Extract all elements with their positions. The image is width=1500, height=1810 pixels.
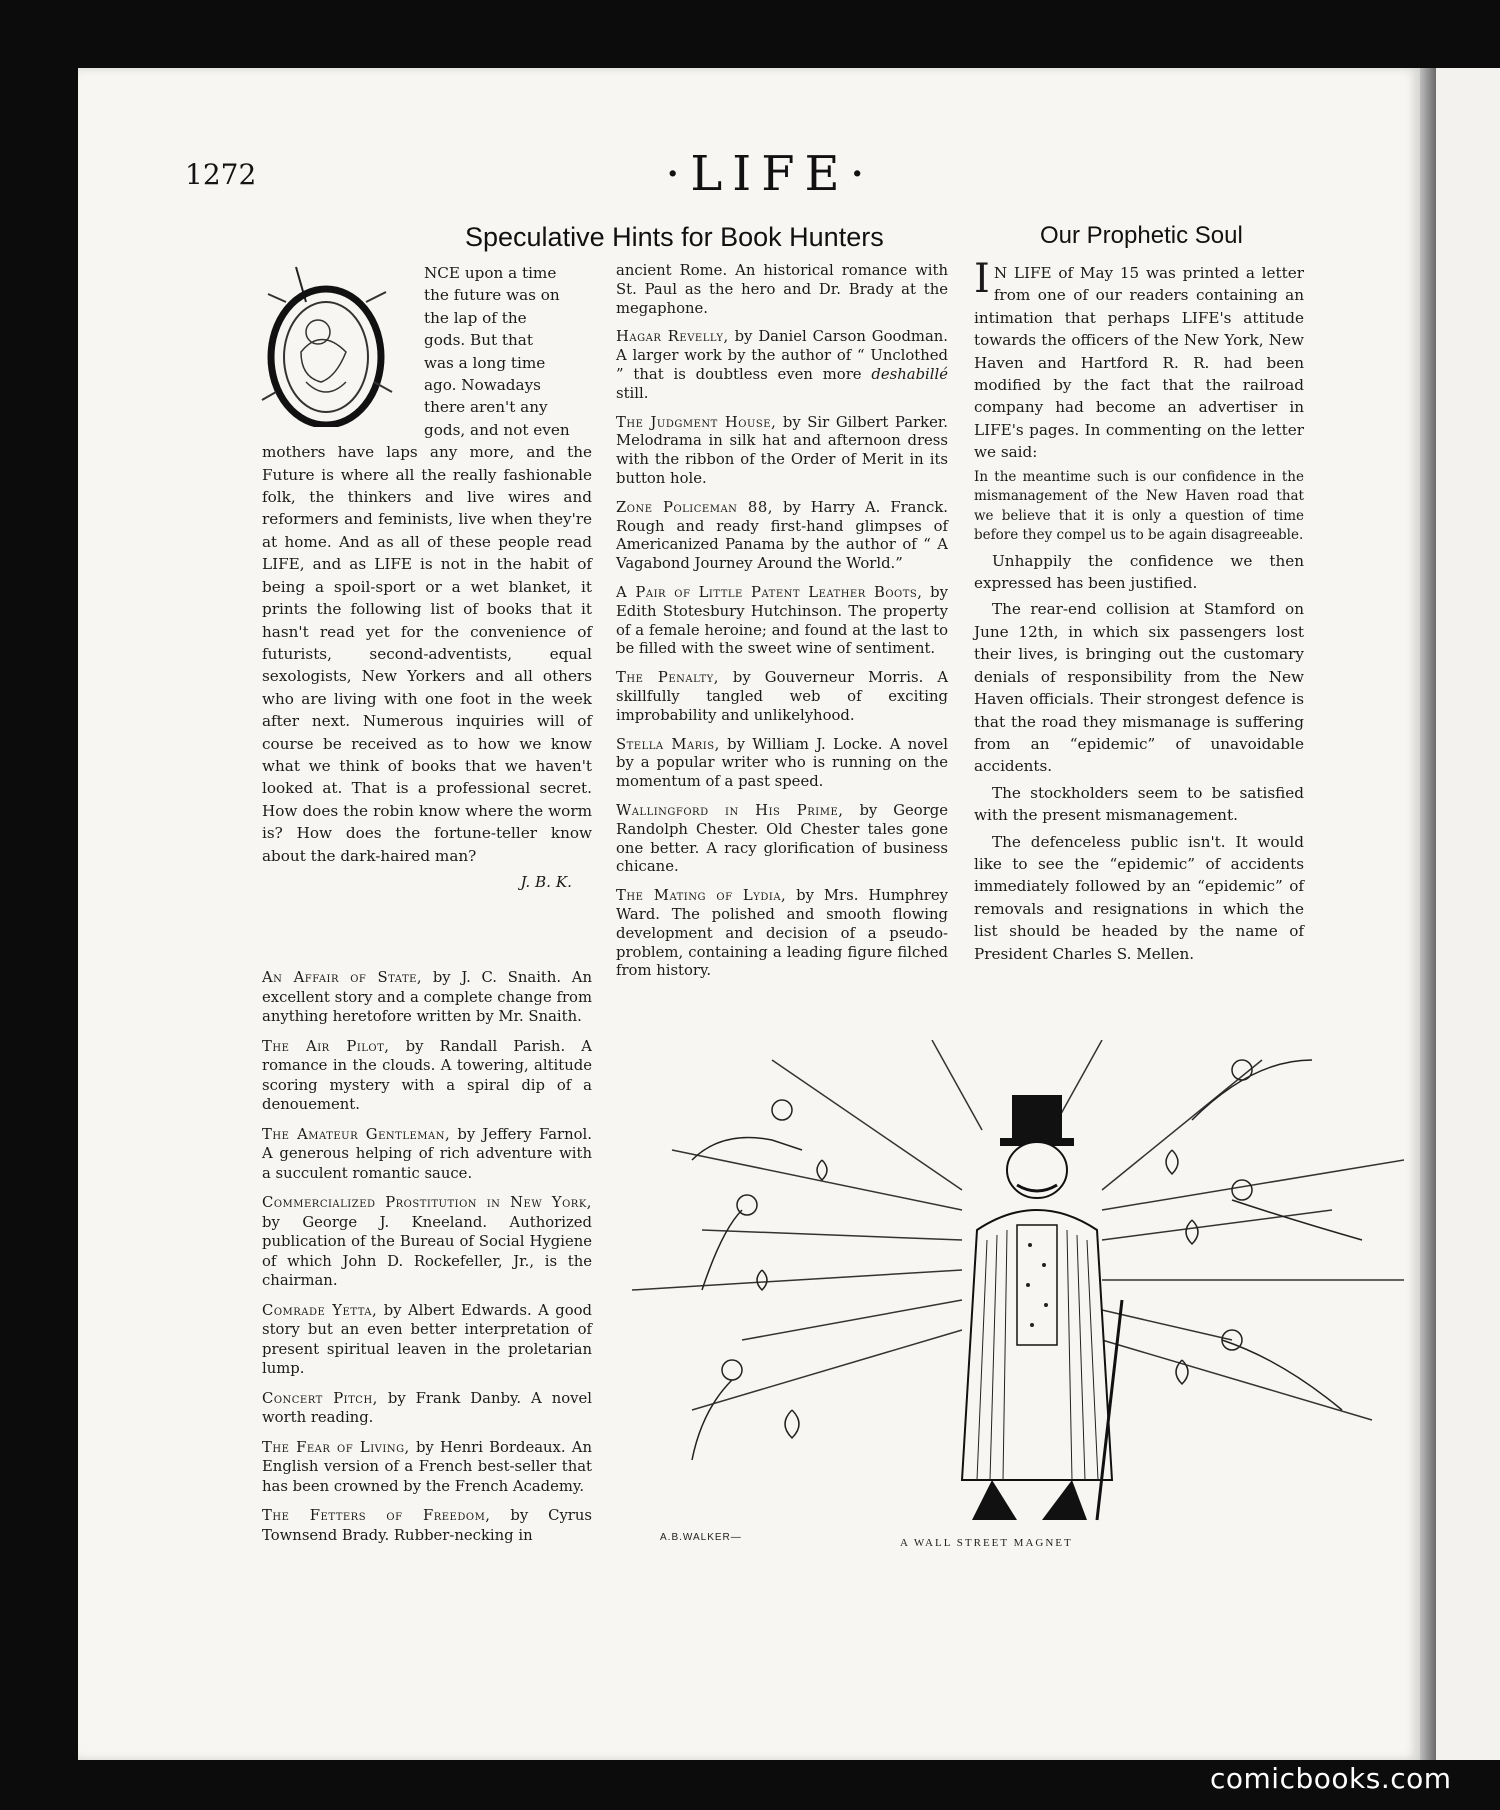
list-item: A Pair of Little Patent Leather Boots, by Edith Stotesbury Hutchinson. The property of a female heroine; and found at the last to be filled with the sweet wine of sentiment. bbox=[616, 583, 948, 658]
site-watermark: comicbooks.com bbox=[1210, 1762, 1452, 1795]
list-item: The Mating of Lydia, by Mrs. Humphrey Ward. The polished and smooth flowing development and decision of a pseudo-problem, containing a leading figure filched from history. bbox=[616, 887, 948, 980]
intro-paragraph: mothers have laps any more, and the Future is where all the really fashionable folk, the thinkers and live wires and reformers and feminists, live when they're at home. And as all of these people read LIFE, and as LIFE is not in the habit of being a spoil-sport or a wet blanket, it prints the following list of books that it hasn't read yet for the convenience of futurists, second-adventists, equal sexologists, New Yorkers and all others who are living with one foot in the week after next. Numerous inquiries will of course be received as to how we know what we think of books that we haven't looked at. That is a professional secret. How does the robin know where the worm is? How does the fortune-teller know about the dark-haired man? bbox=[262, 443, 592, 865]
list-item: The Fetters of Freedom, by Cyrus Townsend Brady. Rubber-necking in bbox=[262, 1507, 592, 1544]
article2-paragraph: The defenceless public isn't. It would like to see the “epidemic” of accidents immediately followed by an “epidemic” of removals and resignations in which the list should be headed by the name of President Charles S. Mellen. bbox=[974, 832, 1304, 963]
masthead: ·LIFE· bbox=[665, 146, 875, 202]
wall-street-magnet-cartoon bbox=[632, 1040, 1404, 1560]
article-title-prophetic-soul: Our Prophetic Soul bbox=[1040, 222, 1243, 249]
book-list-column-2 bbox=[616, 262, 948, 991]
list-item: An Affair of State, by J. C. Snaith. An excellent story and a complete change from anything heretofore written by Mr. Snaith. bbox=[262, 969, 593, 1025]
article2-paragraph: The stockholders seem to be satisfied with the present mismanagement. bbox=[974, 783, 1304, 825]
article2-body bbox=[974, 256, 1304, 969]
intro-first-lines: NCE upon a time the future was on the lap of the gods. But that was a long time ago. Nowadays there aren't any gods, and not even bbox=[424, 264, 570, 439]
list-item: Stella Maris, by William J. Locke. A novel by a popular writer who is running on the momentum of a past speed. bbox=[616, 735, 948, 791]
list-item: The Fear of Living, by Henri Bordeaux. An English version of a French best-seller that has been crowned by the French Academy. bbox=[262, 1438, 592, 1495]
article1-intro bbox=[262, 262, 592, 893]
list-item-continued: ancient Rome. An historical romance with St. Paul as the hero and Dr. Brady at the megaphone. bbox=[616, 262, 948, 317]
list-item: The Air Pilot, by Randall Parish. A romance in the clouds. A towering, altitude scoring mystery with a spiral dip of a denouement. bbox=[262, 1037, 592, 1113]
quoted-passage: In the meantime such is our confidence in the mismanagement of the New Haven road that we believe that it is only a question of time before they compel us to be again disagreeable. bbox=[974, 468, 1304, 544]
article2-paragraph: Unhappily the confidence we then expressed has been justified. bbox=[974, 551, 1304, 593]
list-item: Commercialized Prostitution in New York, by George J. Kneeland. Authorized publication of the Bureau of Social Hygiene of which John D. Rockefeller, Jr., is the chairman. bbox=[262, 1194, 592, 1289]
list-item: The Penalty, by Gouverneur Morris. A skillfully tangled web of exciting improbability and unlikelyhood. bbox=[616, 669, 949, 724]
list-item: The Judgment House, by Sir Gilbert Parker. Melodrama in silk hat and afternoon dress with the ribbon of the Order of Merit in its button hole. bbox=[616, 413, 948, 487]
artist-signature: A.B.WALKER— bbox=[660, 1532, 742, 1543]
list-item: Comrade Yetta, by Albert Edwards. A good story but an even better interpretation of present spiritual leaven in the proletarian lump. bbox=[262, 1301, 592, 1377]
page-binding-edge bbox=[1420, 68, 1436, 1760]
page-number: 1272 bbox=[185, 158, 257, 191]
article2-paragraph: I N LIFE of May 15 was printed a letter from one of our readers containing an intimation that perhaps LIFE's attitude towards the officers of the New York, New Haven and Hartford R. R. had been modified by the fact that the railroad company had become an advertiser in LIFE's pages. In commenting on the letter we said: bbox=[974, 256, 1304, 462]
list-item: Concert Pitch, by Frank Danby. A novel worth reading. bbox=[262, 1389, 592, 1426]
drop-initial: I bbox=[974, 256, 990, 302]
list-item: The Amateur Gentleman, by Jeffery Farnol. A generous helping of rich adventure with a succulent romantic sauce. bbox=[262, 1125, 592, 1182]
adjacent-page-edge bbox=[1436, 68, 1500, 1760]
list-item: Zone Policeman 88, by Harry A. Franck. Rough and ready first-hand glimpses of Americanized Panama by the author of “ A Vagabond Journey Around the World.” bbox=[616, 498, 948, 573]
list-item: Hagar Revelly, by Daniel Carson Goodman. A larger work by the author of “ Unclothed ” that is doubtless even more deshabillé still. bbox=[616, 328, 949, 402]
book-list-column-1 bbox=[262, 968, 592, 1555]
list-item: Wallingford in His Prime, by George Randolph Chester. Old Chester tales gone one better. A racy glorification of business chicane. bbox=[616, 801, 949, 876]
article-title-book-hunters: Speculative Hints for Book Hunters bbox=[465, 222, 884, 252]
author-initials: J. B. K. bbox=[520, 872, 572, 891]
cartoon-caption: A WALL STREET MAGNET bbox=[900, 1537, 1073, 1549]
article2-paragraph: The rear-end collision at Stamford on June 12th, in which six passengers lost their lives, is bringing out the customary denials of responsibility from the New Haven officials. Their strongest defence is that the road they mismanage is suffering from an “epidemic” of unavoidable accidents. bbox=[974, 600, 1304, 776]
illuminated-drop-cap-o bbox=[256, 262, 416, 427]
